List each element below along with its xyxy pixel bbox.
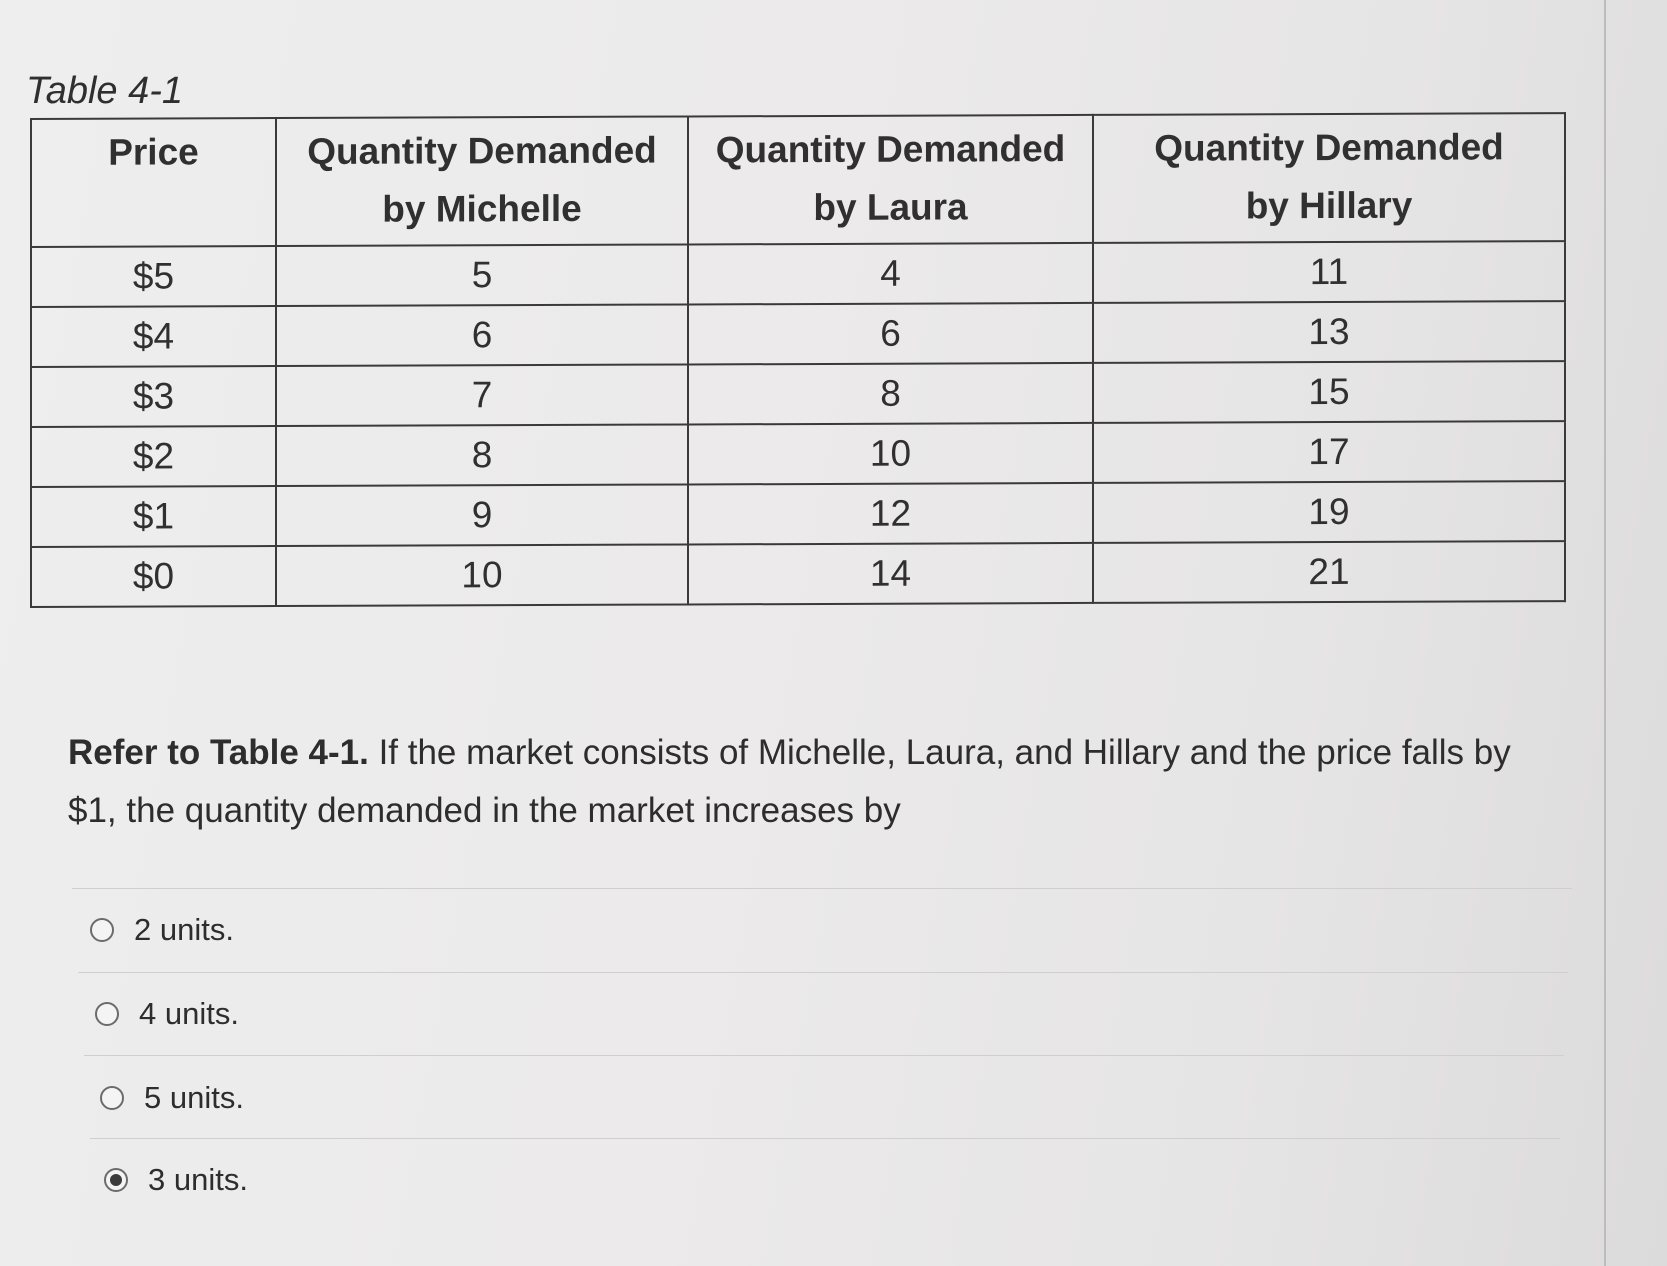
divider: [90, 1138, 1560, 1139]
laura-qty-cell: 14: [688, 543, 1093, 605]
header-michelle: Quantity Demanded by Michelle: [276, 116, 688, 246]
header-laura: Quantity Demanded by Laura: [688, 115, 1093, 245]
michelle-qty-cell: 9: [276, 484, 688, 546]
divider: [84, 1055, 1564, 1056]
table-header-row: [31, 113, 1565, 247]
laura-qty-cell: 12: [688, 483, 1093, 545]
header-hillary: Quantity Demanded by Hillary: [1093, 113, 1565, 243]
answer-option-3[interactable]: [100, 1080, 244, 1116]
price-cell: $4: [31, 306, 276, 367]
hillary-qty-cell: 19: [1093, 481, 1565, 543]
price-cell: $5: [31, 246, 276, 307]
answer-label: 5 units.: [144, 1080, 244, 1115]
hillary-qty-cell: 15: [1093, 361, 1565, 423]
question-text: [68, 724, 1568, 840]
price-cell: $3: [31, 366, 276, 427]
michelle-qty-cell: 7: [276, 364, 688, 426]
table-row: [31, 361, 1565, 427]
answer-label: 3 units.: [148, 1162, 248, 1197]
table-row: [31, 241, 1565, 307]
answer-option-1[interactable]: [90, 912, 234, 948]
answer-label: 4 units.: [139, 996, 239, 1031]
radio-selected-icon[interactable]: [104, 1168, 128, 1192]
price-cell: $1: [31, 486, 276, 547]
hillary-qty-cell: 17: [1093, 421, 1565, 483]
question-body: If the market consists of Michelle, Laura, and Hillary and the price falls by $1, the quantity demanded in the market increases by: [68, 733, 1511, 830]
demand-table: [30, 112, 1566, 608]
divider: [78, 972, 1568, 973]
hillary-qty-cell: 11: [1093, 241, 1565, 303]
michelle-qty-cell: 5: [276, 244, 688, 306]
table-row: [31, 301, 1565, 367]
price-cell: $2: [31, 426, 276, 487]
michelle-qty-cell: 10: [276, 544, 688, 606]
question-reference: Refer to Table 4-1.: [68, 733, 369, 772]
laura-qty-cell: 6: [688, 303, 1093, 365]
divider: [72, 888, 1572, 889]
michelle-qty-cell: 8: [276, 424, 688, 486]
michelle-qty-cell: 6: [276, 304, 688, 366]
radio-unselected-icon[interactable]: [95, 1002, 119, 1026]
laura-qty-cell: 4: [688, 243, 1093, 305]
header-price: Price: [31, 118, 276, 247]
radio-unselected-icon[interactable]: [100, 1086, 124, 1110]
price-cell: $0: [31, 546, 276, 607]
panel-border: [1604, 0, 1606, 1266]
hillary-qty-cell: 13: [1093, 301, 1565, 363]
table-row: [31, 421, 1565, 487]
answer-label: 2 units.: [134, 912, 234, 947]
answer-option-4[interactable]: [104, 1162, 248, 1198]
table-row: [31, 481, 1565, 547]
table-row: [31, 541, 1565, 607]
laura-qty-cell: 10: [688, 423, 1093, 485]
answer-option-2[interactable]: [95, 996, 239, 1032]
table-title: Table 4-1: [26, 70, 184, 112]
radio-unselected-icon[interactable]: [90, 918, 114, 942]
hillary-qty-cell: 21: [1093, 541, 1565, 603]
laura-qty-cell: 8: [688, 363, 1093, 425]
